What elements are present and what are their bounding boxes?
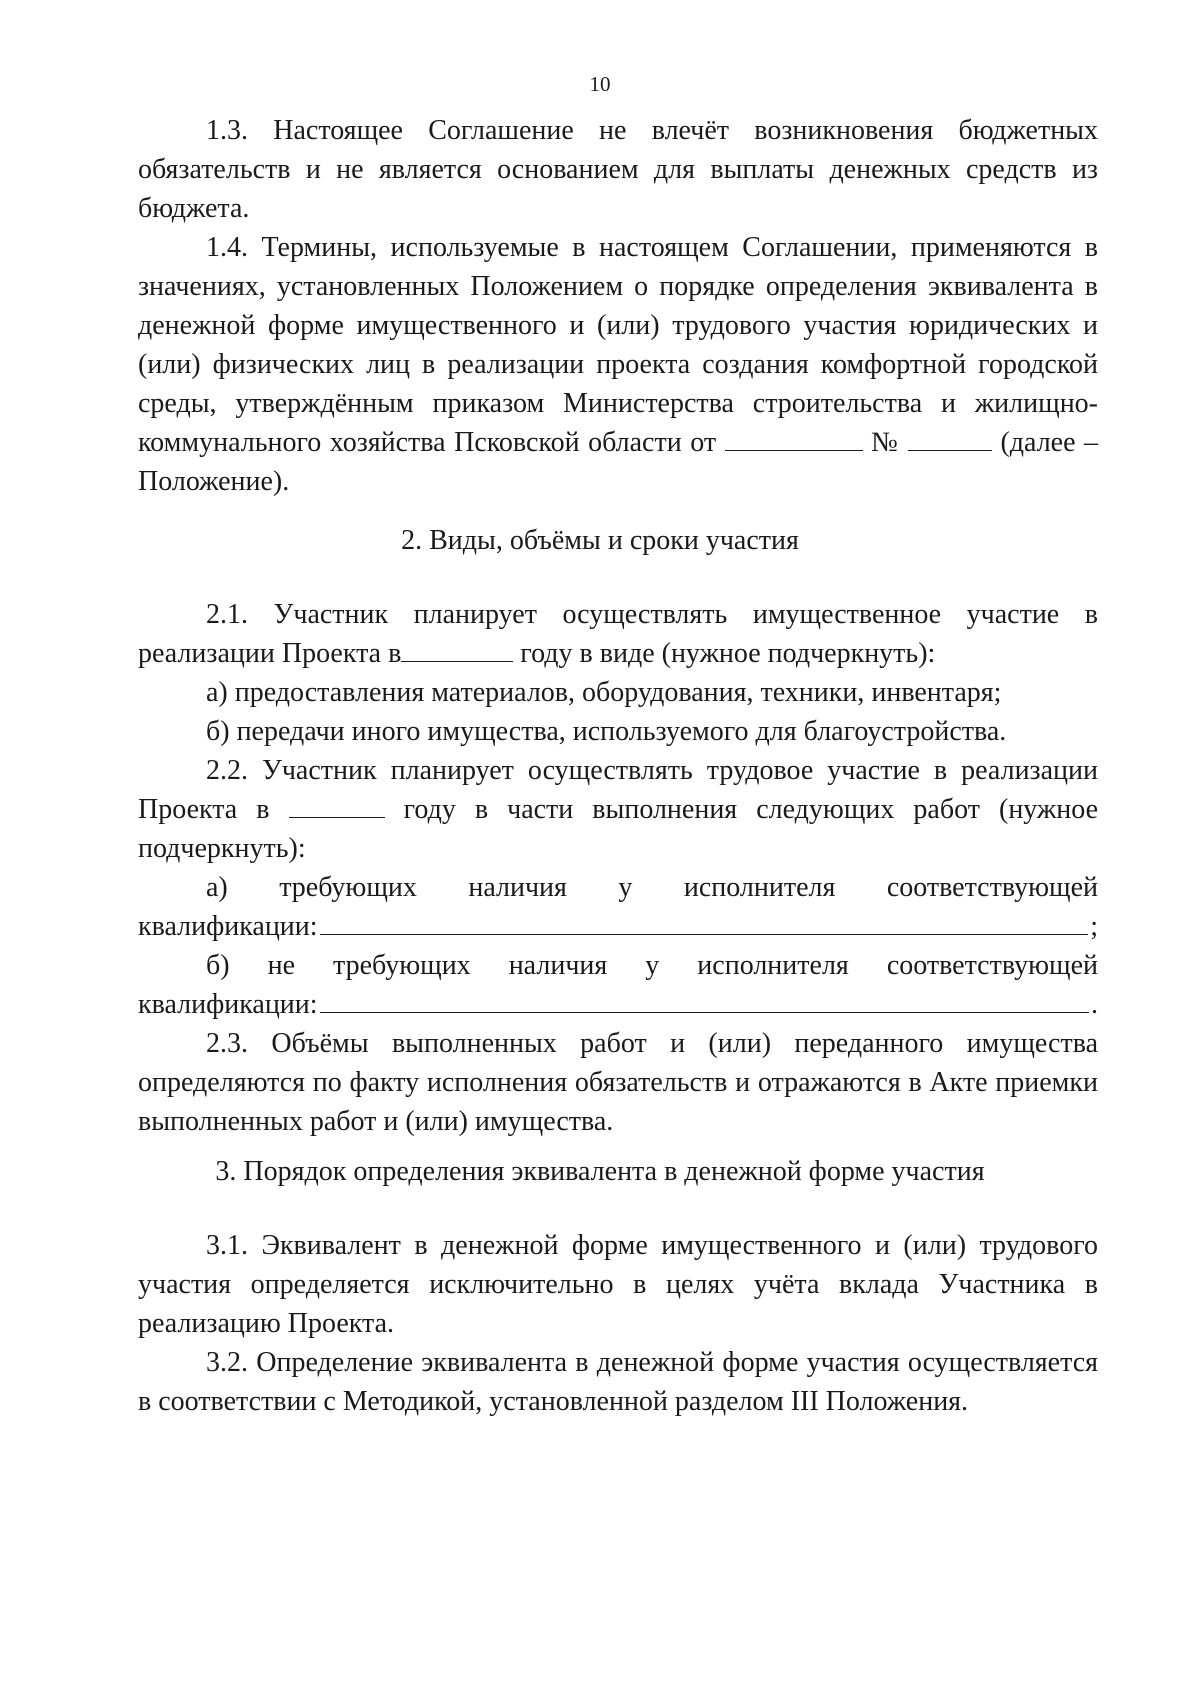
item-a-blank-line: [320, 908, 1089, 935]
paragraph-3-2: 3.2. Определение эквивалента в денежной форме участия осуществляется в соответствии с Методикой, установленной разделом III Положения.: [138, 1347, 1098, 1417]
paragraph-2-1-item-b: б) передачи иного имущества, используемого для благоустройства.: [206, 716, 1007, 747]
year-blank-line-2-1: [401, 637, 513, 662]
item-b-unqualified-line-2: [138, 985, 1098, 1024]
item-a-end-mark: ;: [1090, 911, 1098, 942]
paragraph-3-1: 3.1. Эквивалент в денежной форме имущественного и (или) трудового участия определяется исключительно в целях учёта вклада Участника в реализацию Проекта.: [138, 1230, 1098, 1339]
paragraph-2-3: 2.3. Объёмы выполненных работ и (или) переданного имущества определяются по факту исполнения обязательств и отражаются в Акте приемки выполненных работ и (или) имущества.: [138, 1028, 1098, 1137]
number-sign: №: [871, 427, 900, 458]
paragraph-2-2-text-end: году в части выполнения следующих работ (нужное подчеркнуть):: [138, 794, 1099, 864]
item-a-qualification-label: квалификации:: [138, 911, 318, 942]
paragraph-2-1-text: 2.1. Участник планирует осуществлять имущественное участие в реализации Проекта в: [138, 599, 1098, 669]
section-3-body: [138, 1226, 1098, 1421]
number-blank-line: [908, 426, 992, 451]
paragraph-2-2: [138, 751, 1098, 868]
item-b-end-mark: .: [1091, 989, 1098, 1020]
paragraph-2-1: [138, 595, 1098, 673]
item-b-blank-line: [320, 986, 1089, 1013]
paragraph-1-4-text: 1.4. Термины, используемые в настоящем Соглашении, применяются в значениях, установленных Положением о порядке определения эквивалента в денежной форме имущественного и (или) трудового участия юридических и (или) физических лиц в реализации проекта создания комфортной городской среды, утверждённым приказом Министерства строительства и жилищно-коммунального хозяйства Псковской области от: [138, 232, 1098, 458]
paragraph-2-2-text: 2.2. Участник планирует осуществлять трудовое участие в реализации Проекта в: [138, 755, 1098, 825]
item-a-qualified-line-2: [138, 907, 1098, 946]
section-1-continuation: [138, 111, 1098, 501]
item-a-qualified-line-1: а) требующих наличия у исполнителя соответствующей: [206, 872, 1098, 903]
year-blank-line-2-2: [289, 793, 385, 818]
section-2-body: [138, 595, 1098, 1141]
date-blank-line: [725, 426, 863, 451]
paragraph-2-1-item-a: а) предоставления материалов, оборудования, техники, инвентаря;: [206, 677, 1002, 708]
section-2-heading: 2. Виды, объёмы и сроки участия: [401, 525, 799, 556]
paragraph-1-3: 1.3. Настоящее Соглашение не влечёт возникновения бюджетных обязательств и не является основанием для выплаты денежных средств из бюджета.: [138, 115, 1098, 224]
paragraph-1-4-end: (далее – Положение).: [138, 427, 1099, 497]
section-3-heading: 3. Порядок определения эквивалента в денежной форме участия: [215, 1156, 985, 1187]
item-b-unqualified-line-1: б) не требующих наличия у исполнителя соответствующей: [206, 950, 1098, 981]
item-b-qualification-label: квалификации:: [138, 989, 318, 1020]
paragraph-1-4: [138, 228, 1098, 501]
paragraph-2-1-text-end: году в виде (нужное подчеркнуть):: [520, 638, 936, 669]
page-number: 10: [589, 72, 611, 96]
